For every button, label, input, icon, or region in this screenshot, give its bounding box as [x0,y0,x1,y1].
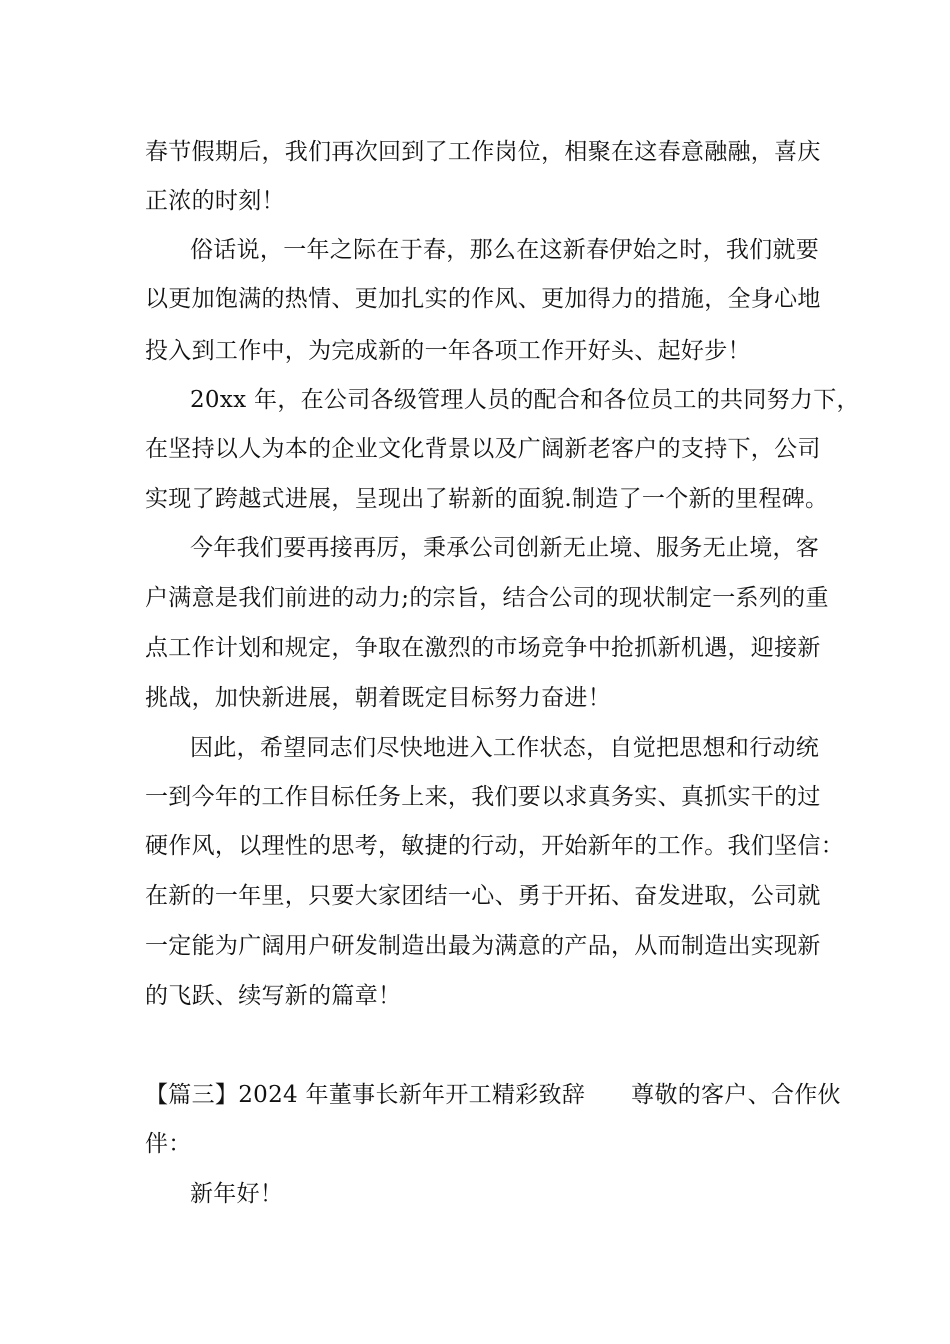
paragraph-line: 一到今年的工作目标任务上来，我们要以求真务实、真抓实干的过 [145,784,821,810]
paragraph-line: 正浓的时刻！ [145,188,285,214]
salutation-start: 尊敬的客户、合作伙 [631,1082,841,1108]
greeting: 新年好！ [190,1181,284,1207]
section-heading-line [145,1079,841,1111]
paragraph-line: 投入到工作中，为完成新的一年各项工作开好头、起好步！ [145,338,751,364]
paragraph-line: 挑战，加快新进展，朝着既定目标努力奋进！ [145,685,611,711]
paragraph-line: 以更加饱满的热情、更加扎实的作风、更加得力的措施，全身心地 [145,286,821,312]
paragraph-line: 在新的一年里，只要大家团结一心、勇于开拓、奋发进取，公司就 [145,883,821,909]
salutation-end: 伴： [145,1131,192,1157]
paragraph-line: 实现了跨越式进展，呈现出了崭新的面貌.制造了一个新的里程碑。 [145,486,829,512]
paragraph-line: 一定能为广阔用户研发制造出最为满意的产品，从而制造出实现新 [145,933,821,959]
paragraph-line: 俗话说，一年之际在于春，那么在这新春伊始之时，我们就要 [190,237,820,263]
paragraph-line: 的飞跃、续写新的篇章！ [145,983,402,1009]
paragraph-line: 硬作风，以理性的思考，敏捷的行动，开始新年的工作。我们坚信： [145,833,844,859]
paragraph-line: 在坚持以人为本的企业文化背景以及广阔新老客户的支持下，公司 [145,436,821,462]
paragraph-line: 点工作计划和规定，争取在激烈的市场竞争中抢抓新机遇，迎接新 [145,635,821,661]
paragraph-line: 因此，希望同志们尽快地进入工作状态，自觉把思想和行动统 [190,735,820,761]
section-heading: 【篇三】2024 年董事长新年开工精彩致辞 [145,1082,586,1108]
paragraph-line: 户满意是我们前进的动力;的宗旨，结合公司的现状制定一系列的重 [145,585,829,611]
paragraph-line: 20xx 年，在公司各级管理人员的配合和各位员工的共同努力下， [190,387,860,413]
paragraph-line: 春节假期后，我们再次回到了工作岗位，相聚在这春意融融，喜庆 [145,139,821,165]
paragraph-line: 今年我们要再接再厉，秉承公司创新无止境、服务无止境，客 [190,535,820,561]
